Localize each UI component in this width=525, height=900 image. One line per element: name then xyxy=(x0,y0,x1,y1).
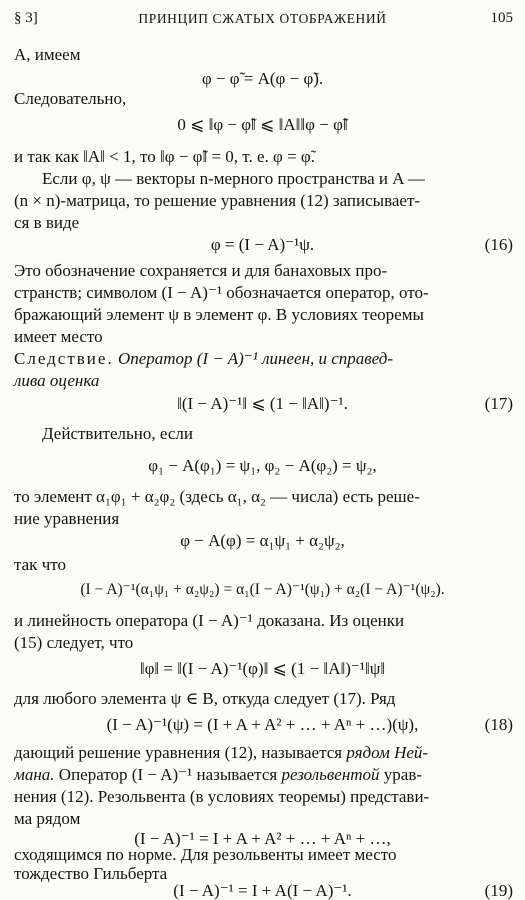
equation-number: (19) xyxy=(484,881,513,900)
text-line: сходящимся по норме. Для резольвенты имеет место xyxy=(14,845,397,864)
corollary-line xyxy=(14,350,393,367)
formula: ‖φ‖ = ‖(I − A)⁻¹(φ)‖ ⩽ (1 − ‖A‖)⁻¹‖ψ‖ xyxy=(139,659,386,678)
formula: (I − A)⁻¹(ψ) = (I + A + A² + … + Aⁿ + …)(ψ), xyxy=(106,715,419,734)
term-neumann-series: рядом Ней- xyxy=(346,743,429,762)
equation-number: (17) xyxy=(484,394,513,413)
text-line: A, имеем xyxy=(14,45,81,64)
text-line: странств; символом (I − A)⁻¹ обозначается оператор, ото- xyxy=(14,283,429,302)
text-line: бражающий элемент ψ в элемент φ. В условиях теоремы xyxy=(14,305,424,324)
text-line: Если φ, ψ — векторы n-мерного пространства и A — xyxy=(42,169,425,188)
text-line: то элемент α₁φ₁ + α₂φ₂ (здесь α₁, α₂ — числа) есть реше- xyxy=(14,487,420,506)
formula: (I − A)⁻¹ = I + A + A² + … + Aⁿ + …, xyxy=(134,829,391,848)
text-line: тождество Гильберта xyxy=(14,864,168,883)
text-line: мана. Оператор (I − A)⁻¹ называется резольвентой урав- xyxy=(14,765,423,784)
term-resolvent: резольвентой xyxy=(281,765,380,784)
formula: φ = (I − A)⁻¹ψ. xyxy=(210,235,315,254)
text-line: так что xyxy=(14,555,66,574)
running-title: ПРИНЦИП СЖАТЫХ ОТОБРАЖЕНИЙ xyxy=(138,11,387,26)
text-line: ние уравнения xyxy=(14,509,120,528)
text-line: (n × n)-матрица, то решение уравнения (12) записывает- xyxy=(14,191,421,210)
page-number: 105 xyxy=(490,10,513,26)
text-line: Это обозначение сохраняется и для банаховых про- xyxy=(14,261,388,280)
text-line: Действительно, если xyxy=(42,424,193,443)
equation-number: (18) xyxy=(484,715,513,734)
text-line: дающий решение уравнения (12), называется рядом Ней- xyxy=(14,743,429,762)
formula: ‖(I − A)⁻¹‖ ⩽ (1 − ‖A‖)⁻¹. xyxy=(177,394,348,413)
corollary-heading: Следствие. xyxy=(14,349,114,368)
formula: φ − A(φ) = α₁ψ₁ + α₂ψ₂, xyxy=(180,531,345,550)
formula: (I − A)⁻¹(α₁ψ₁ + α₂ψ₂) = α₁(I − A)⁻¹(ψ₁) + α₂(I − A)⁻¹(ψ₂). xyxy=(80,581,445,598)
term-neumann-series: мана. xyxy=(14,765,55,784)
text-line: ся в виде xyxy=(14,213,80,232)
corollary-statement: лива оценка xyxy=(14,371,100,390)
formula: φ − φ̃ = A(φ − φ̃). xyxy=(201,69,324,88)
text-line: имеет место xyxy=(14,327,103,346)
formula: φ₁ − A(φ₁) = ψ₁, φ₂ − A(φ₂) = ψ₂, xyxy=(148,456,377,475)
formula: 0 ⩽ ‖φ − φ̃‖ ⩽ ‖A‖‖φ − φ̃‖ xyxy=(177,115,348,134)
text-line: (15) следует, что xyxy=(14,633,134,652)
text-line: для любого элемента ψ ∈ B, откуда следует (17). Ряд xyxy=(14,689,396,708)
text-line xyxy=(14,372,99,389)
corollary-statement: Оператор (I − A)⁻¹ линеен, и справед- xyxy=(117,349,394,368)
formula: (I − A)⁻¹ = I + A(I − A)⁻¹. xyxy=(173,881,352,900)
text-line: и линейность оператора (I − A)⁻¹ доказана. Из оценки xyxy=(14,611,405,630)
text-line: ма рядом xyxy=(14,809,81,828)
equation-number: (16) xyxy=(484,235,513,254)
text-line: и так как ‖A‖ < 1, то ‖φ − φ̃‖ = 0, т. е. φ = φ̃. xyxy=(14,147,315,166)
section-marker: § 3] xyxy=(14,10,38,26)
text-line: нения (12). Резольвента (в условиях теоремы) представи- xyxy=(14,787,430,806)
text-line: Следовательно, xyxy=(14,89,127,108)
